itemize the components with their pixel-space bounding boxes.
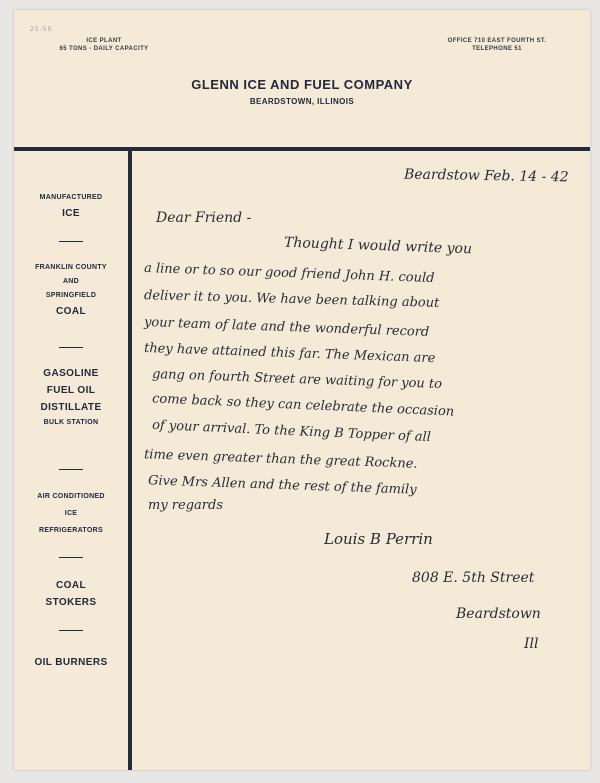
service-title: COAL	[56, 306, 86, 317]
letter-line: time even greater than the great Rockne.	[143, 447, 418, 472]
letter-line: Give Mrs Allen and the rest of the family	[147, 473, 417, 498]
company-name: GLENN ICE AND FUEL COMPANY	[191, 77, 413, 92]
service-title: STOKERS	[45, 597, 97, 608]
service-label: ICE	[64, 510, 78, 517]
service-title: COAL	[56, 580, 86, 591]
sidebar-divider	[59, 469, 83, 470]
service-refrigerators	[14, 490, 128, 538]
vertical-rule	[128, 151, 132, 770]
sidebar-divider	[59, 630, 83, 631]
office-line-2: TELEPHONE 51	[472, 46, 522, 52]
letter-line: my regards	[148, 498, 223, 513]
letter-line: gang on fourth Street are waiting for you to	[151, 366, 443, 393]
letter-salutation: Dear Friend -	[156, 210, 252, 226]
office-line-1: OFFICE 710 EAST FOURTH ST.	[447, 38, 547, 44]
service-title: FUEL OIL	[46, 385, 96, 396]
letter-line: your team of late and the wonderful record	[143, 315, 430, 340]
sidebar-divider	[59, 557, 83, 558]
letter-line: Thought I would write you	[283, 234, 473, 258]
service-ice	[14, 191, 128, 222]
letter-sheet	[14, 10, 590, 770]
plant-line-2: 65 TONS - DAILY CAPACITY	[59, 46, 149, 52]
sidebar-divider	[59, 347, 83, 348]
letter-line: they have attained this far. The Mexican are	[143, 340, 436, 367]
address-state: Ill	[524, 636, 539, 652]
office-info	[432, 37, 562, 53]
service-title: OIL BURNERS	[34, 657, 108, 668]
letter-line: of your arrival. To the King B Topper of all	[151, 417, 432, 446]
service-label: AIR CONDITIONED	[37, 493, 105, 500]
service-coal	[14, 261, 128, 320]
service-label: AND	[62, 278, 80, 285]
pencil-mark: 25-50	[30, 26, 53, 33]
letter-line: a line or to so our good friend John H. could	[143, 260, 435, 287]
service-label: BULK STATION	[43, 419, 99, 426]
service-label: FRANKLIN COUNTY	[35, 264, 107, 271]
service-label: REFRIGERATORS	[39, 527, 103, 534]
sidebar-divider	[59, 241, 83, 242]
address-street: 808 E. 5th Street	[412, 570, 535, 586]
plant-info	[54, 37, 154, 53]
service-oil-burners	[14, 654, 128, 671]
letter-line: come back so they can celebrate the occasion	[151, 391, 455, 420]
letter-line: deliver it to you. We have been talking about	[143, 288, 440, 311]
service-stokers	[14, 577, 128, 611]
service-fuel	[14, 365, 128, 430]
service-label: MANUFACTURED	[39, 194, 103, 201]
plant-line-1: ICE PLANT	[86, 38, 122, 44]
service-title: ICE	[62, 208, 80, 219]
company-city: BEARDSTOWN, ILLINOIS	[249, 97, 355, 106]
letter-signature: Louis B Perrin	[324, 530, 433, 548]
service-title: DISTILLATE	[40, 402, 102, 413]
service-label: SPRINGFIELD	[45, 292, 97, 299]
letter-date: Beardstow Feb. 14 - 42	[403, 166, 569, 186]
service-title: GASOLINE	[43, 368, 99, 379]
horizontal-rule	[14, 147, 590, 151]
address-city: Beardstown	[456, 606, 541, 622]
